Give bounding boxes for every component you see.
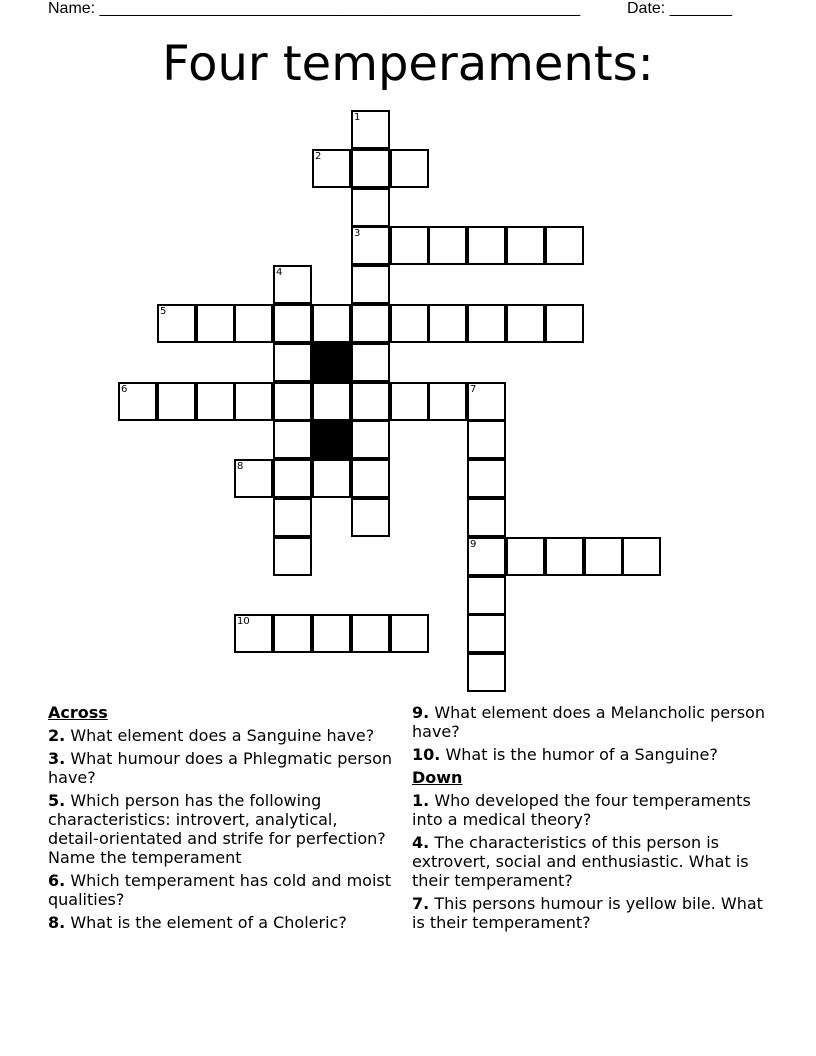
clues-right-column [412, 703, 772, 936]
crossword-cell[interactable] [467, 459, 506, 498]
crossword-cell[interactable] [351, 265, 390, 304]
crossword-cell[interactable] [312, 149, 351, 188]
crossword-cell[interactable] [506, 304, 545, 343]
clue-number: 9. [412, 703, 430, 722]
clue-text: What is the element of a Choleric? [70, 913, 347, 932]
clue-number: 2. [48, 726, 66, 745]
clue-text: This persons humour is yellow bile. What is their temperament? [412, 894, 763, 932]
crossword-cell[interactable] [234, 382, 273, 421]
crossword-cell[interactable] [467, 420, 506, 459]
name-field-label: Name: ______________________________________________________ [48, 0, 581, 17]
clue-number: 7. [412, 894, 430, 913]
crossword-cell[interactable] [273, 343, 312, 382]
clue-text: Which person has the following characteristics: introvert, analytical, detail-orientated and strife for perfection? Name the temperament [48, 791, 386, 867]
clue-across-10 [412, 745, 772, 764]
clue-number-label: 1 [354, 112, 361, 123]
crossword-black-square [312, 420, 351, 459]
crossword-cell[interactable] [467, 537, 506, 576]
date-field-label: Date: _______ [627, 0, 732, 17]
crossword-black-square [312, 343, 351, 382]
clue-number-label: 9 [470, 539, 477, 550]
crossword-cell[interactable] [273, 265, 312, 304]
crossword-cell[interactable] [157, 304, 196, 343]
crossword-cell[interactable] [351, 188, 390, 227]
clue-number: 3. [48, 749, 66, 768]
clue-number: 5. [48, 791, 66, 810]
crossword-cell[interactable] [351, 382, 390, 421]
crossword-cell[interactable] [312, 614, 351, 653]
crossword-cell[interactable] [467, 653, 506, 692]
crossword-cell[interactable] [390, 382, 429, 421]
across-heading: Across [48, 703, 108, 722]
crossword-cell[interactable] [273, 459, 312, 498]
clue-across-3 [48, 749, 393, 787]
crossword-cell[interactable] [273, 420, 312, 459]
crossword-cell[interactable] [351, 304, 390, 343]
crossword-cell[interactable] [196, 382, 235, 421]
clue-number-label: 3 [354, 228, 361, 239]
clue-number: 4. [412, 833, 430, 852]
crossword-cell[interactable] [428, 382, 467, 421]
crossword-cell[interactable] [584, 537, 623, 576]
clue-down-4 [412, 833, 772, 890]
crossword-cell[interactable] [467, 576, 506, 615]
clue-number-label: 4 [276, 267, 283, 278]
crossword-cell[interactable] [273, 498, 312, 537]
crossword-cell[interactable] [312, 459, 351, 498]
crossword-cell[interactable] [312, 304, 351, 343]
crossword-cell[interactable] [467, 304, 506, 343]
clue-text: Which temperament has cold and moist qualities? [48, 871, 392, 909]
page-title: Four temperaments: [162, 36, 654, 92]
crossword-cell[interactable] [273, 304, 312, 343]
crossword-cell[interactable] [273, 614, 312, 653]
clue-text: What humour does a Phlegmatic person have? [48, 749, 393, 787]
clue-number-label: 6 [121, 384, 128, 395]
clue-down-1 [412, 791, 772, 829]
clue-number-label: 5 [160, 306, 167, 317]
clue-text: The characteristics of this person is extrovert, social and enthusiastic. What is their temperament? [412, 833, 749, 890]
clue-down-7 [412, 894, 772, 932]
crossword-cell[interactable] [428, 304, 467, 343]
crossword-cell[interactable] [390, 304, 429, 343]
crossword-cell[interactable] [234, 614, 273, 653]
crossword-cell[interactable] [506, 537, 545, 576]
crossword-cell[interactable] [622, 537, 661, 576]
crossword-cell[interactable] [428, 226, 467, 265]
clue-number: 8. [48, 913, 66, 932]
crossword-cell[interactable] [351, 498, 390, 537]
clue-across-6 [48, 871, 393, 909]
clue-number-label: 7 [470, 384, 477, 395]
clues-left-column [48, 703, 393, 936]
crossword-cell[interactable] [506, 226, 545, 265]
crossword-cell[interactable] [157, 382, 196, 421]
crossword-cell[interactable] [234, 459, 273, 498]
clue-text: What element does a Sanguine have? [70, 726, 375, 745]
clue-number-label: 8 [237, 461, 244, 472]
crossword-cell[interactable] [545, 537, 584, 576]
crossword-cell[interactable] [351, 614, 390, 653]
clue-across-5 [48, 791, 393, 867]
crossword-cell[interactable] [390, 614, 429, 653]
crossword-cell[interactable] [545, 226, 584, 265]
crossword-cell[interactable] [351, 343, 390, 382]
crossword-cell[interactable] [545, 304, 584, 343]
crossword-cell[interactable] [351, 149, 390, 188]
crossword-cell[interactable] [351, 459, 390, 498]
crossword-cell[interactable] [351, 110, 390, 149]
crossword-cell[interactable] [467, 498, 506, 537]
clue-number: 10. [412, 745, 441, 764]
crossword-cell[interactable] [273, 537, 312, 576]
clue-text: What element does a Melancholic person have? [412, 703, 765, 741]
crossword-cell[interactable] [467, 382, 506, 421]
crossword-cell[interactable] [196, 304, 235, 343]
crossword-cell[interactable] [351, 226, 390, 265]
crossword-cell[interactable] [351, 420, 390, 459]
crossword-cell[interactable] [467, 614, 506, 653]
clue-across-9 [412, 703, 772, 741]
clue-across-8 [48, 913, 393, 932]
clue-number-label: 2 [315, 151, 322, 162]
clue-number: 6. [48, 871, 66, 890]
clue-across-2 [48, 726, 393, 745]
clue-text: What is the humor of a Sanguine? [445, 745, 718, 764]
clue-text: Who developed the four temperaments into a medical theory? [412, 791, 751, 829]
crossword-cell[interactable] [118, 382, 157, 421]
crossword-cell[interactable] [390, 149, 429, 188]
crossword-cell[interactable] [273, 382, 312, 421]
crossword-cell[interactable] [390, 226, 429, 265]
clue-number-label: 10 [237, 616, 250, 627]
crossword-cell[interactable] [312, 382, 351, 421]
crossword-cell[interactable] [234, 304, 273, 343]
down-heading: Down [412, 768, 463, 787]
clue-number: 1. [412, 791, 430, 810]
crossword-cell[interactable] [467, 226, 506, 265]
